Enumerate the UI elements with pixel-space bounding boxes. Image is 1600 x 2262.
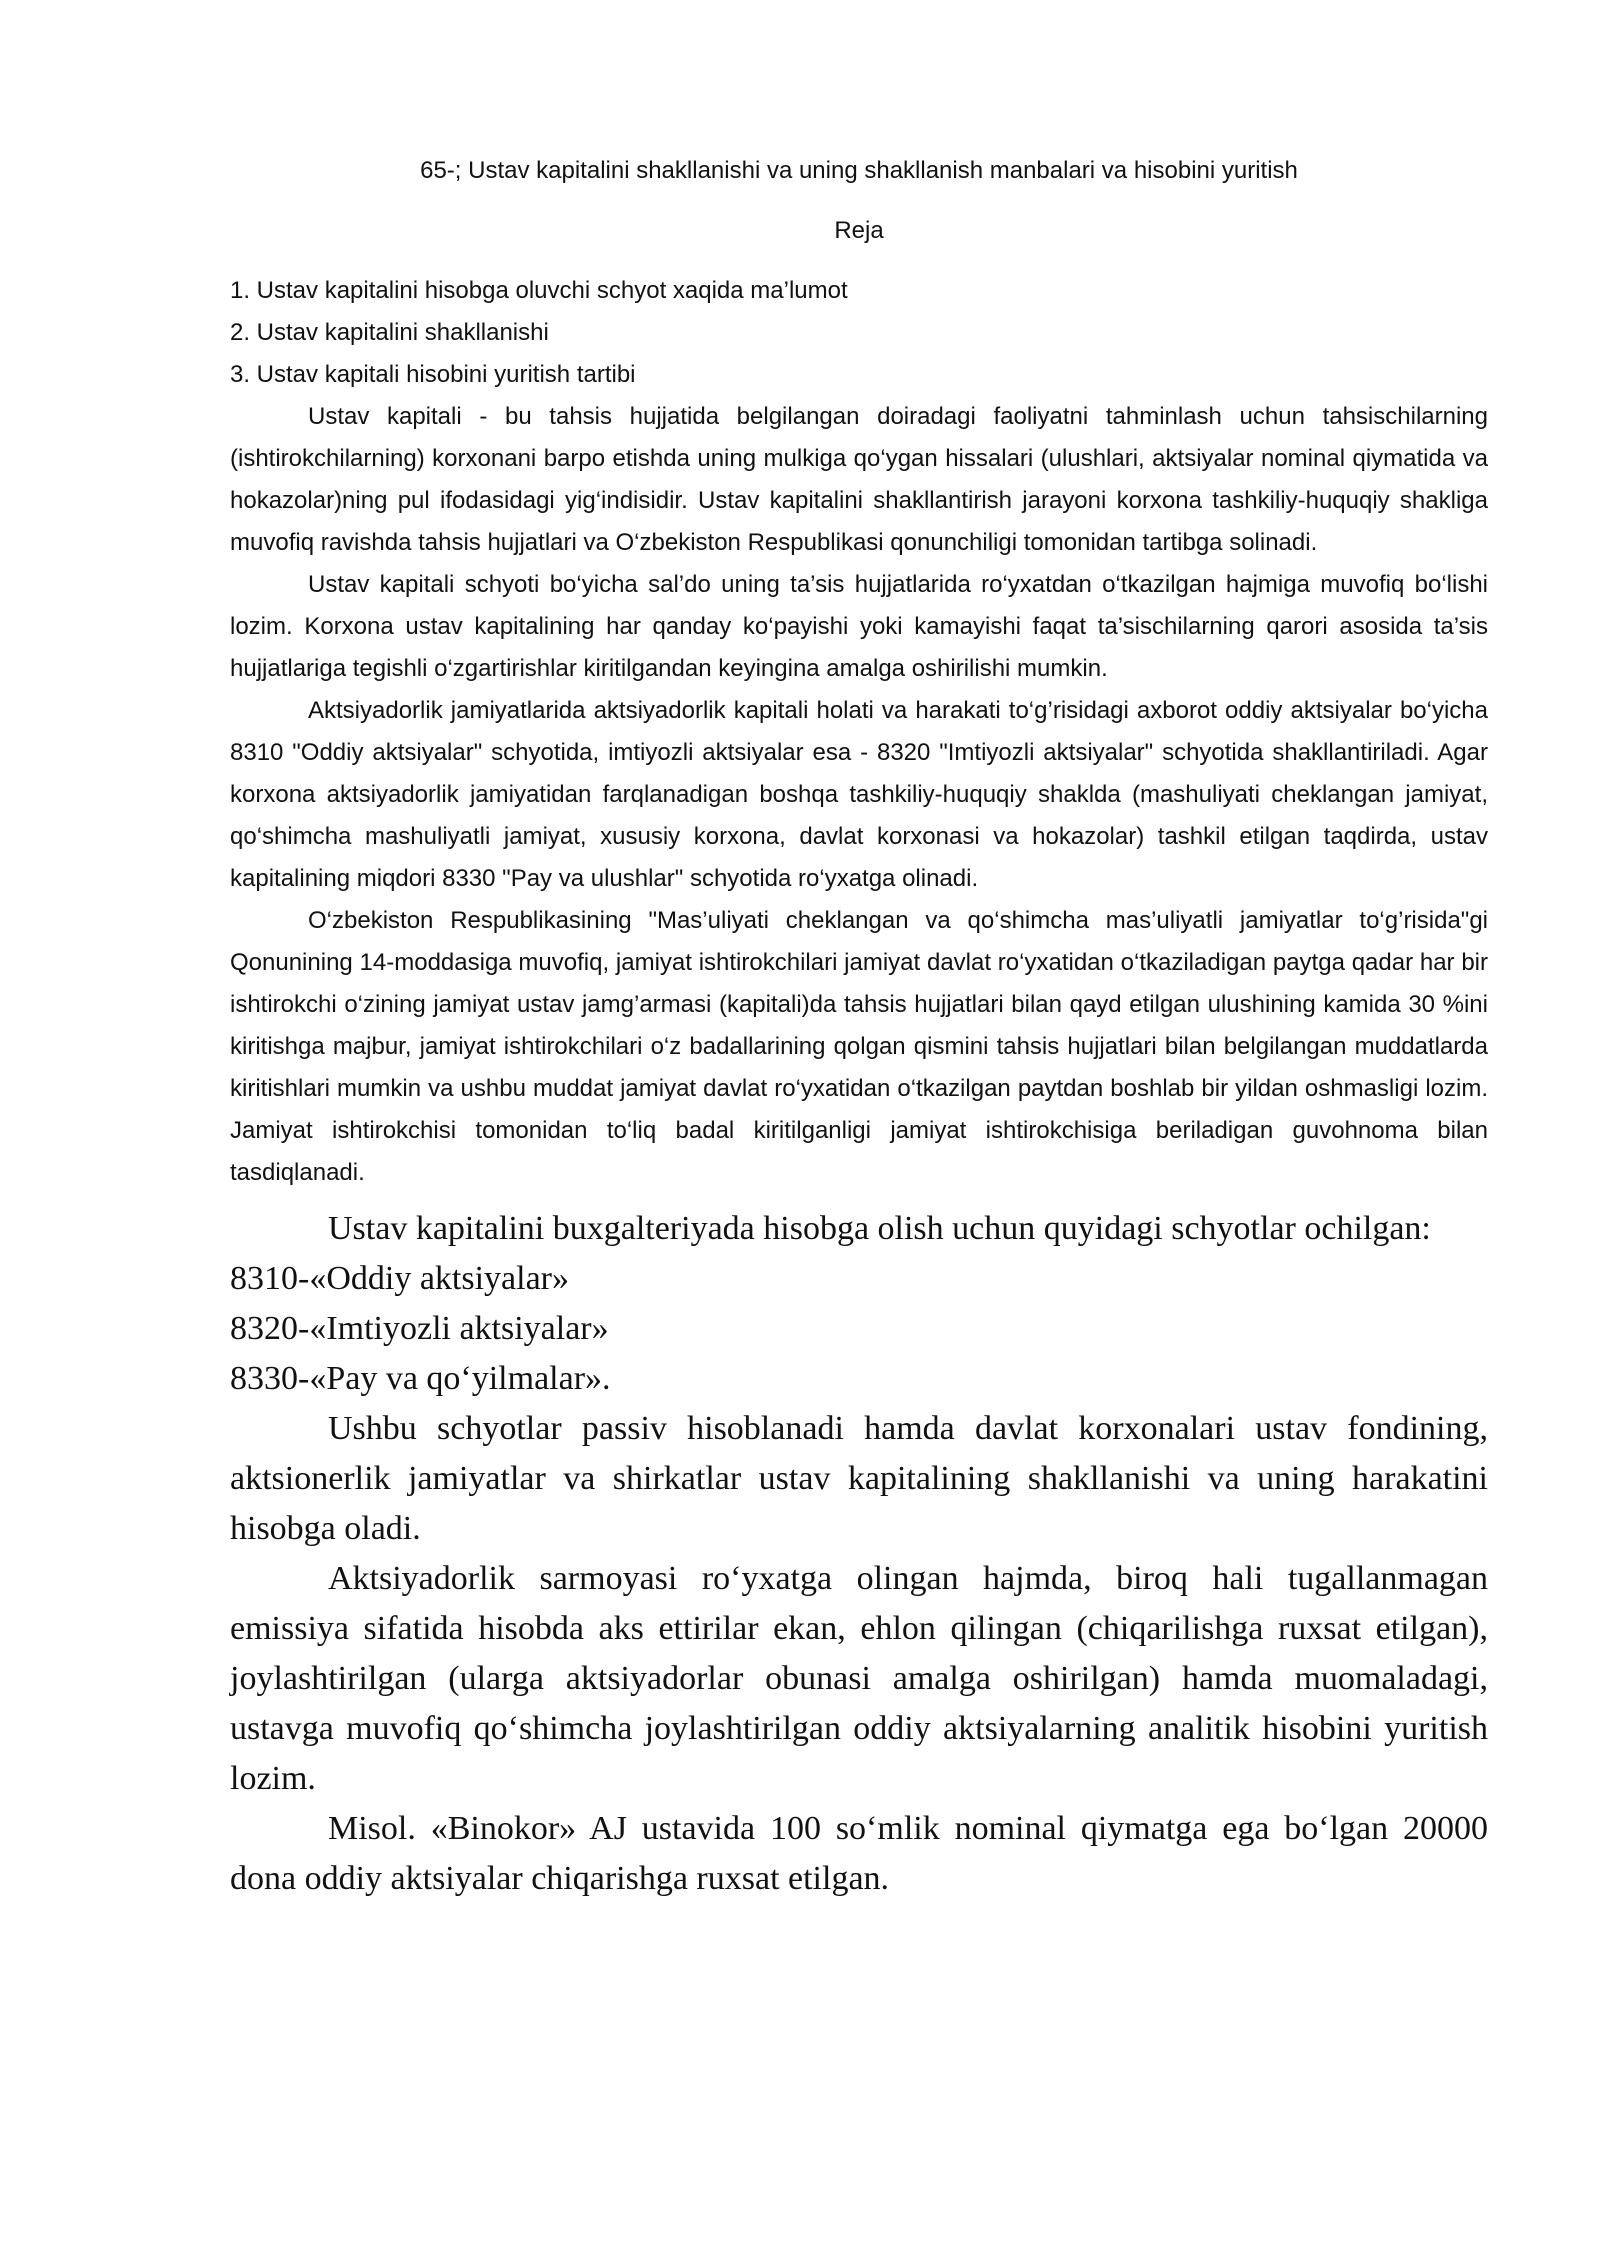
account-item: 8320-«Imtiyozli aktsiyalar»	[230, 1310, 609, 1347]
paragraph-misol: Misol. «Binokor» AJ ustavida 100 so‘mlik nominal qiymatga ega bo‘lgan 20000 dona oddiy aktsiyalar chiqarishga ruxsat etilgan.	[230, 1810, 1488, 1897]
accounts-intro: Ustav kapitalini buxgalteriyada hisobga olish uchun quyidagi schyotlar ochilgan:	[328, 1210, 1431, 1247]
paragraph-ustav-kapitali-definition: Ustav kapitali - bu tahsis hujjatida belgilangan doiradagi faoliyatni tahminlash uchun tahsischilarning (ishtirokchilarning) korxonani barpo etishda uning mulkiga qo‘ygan hissalari (ulushlari, aktsiyalar nominal qiymatida va hokazolar)ning pul ifodasidagi yig‘indisidir. Ustav kapitalini shakllantirish jarayoni korxona tashkiliy-huquqiy shakliga muvofiq ravishda tahsis hujjatlari va O‘zbekiston Respublikasi qonunchiligi tomonidan tartibga solinadi.	[230, 403, 1488, 556]
plan-list	[230, 270, 1488, 396]
paragraph-aktsiyadorlik: Aktsiyadorlik jamiyatlarida aktsiyadorlik kapitali holati va harakati to‘g’risidagi axborot oddiy aktsiyalar bo‘yicha 8310 "Oddiy aktsiyalar" schyotida, imtiyozli aktsiyalar esa - 8320 "Imtiyozli aktsiyalar" schyotida shakllantiriladi. Agar korxona aktsiyadorlik jamiyatidan farqlanadigan boshqa tashkiliy-huquqiy shaklda (mashuliyati cheklangan jamiyat, qo‘shimcha mashuliyatli jamiyat, xususiy korxona, davlat korxonasi va hokazolar) tashkil etilgan taqdirda, ustav kapitalining miqdori 8330 "Pay va ulushlar" schyotida ro‘yxatga olinadi.	[230, 697, 1488, 892]
plan-item: 2. Ustav kapitalini shakllanishi	[230, 319, 549, 346]
document-page	[230, 150, 1488, 1904]
account-item: 8310-«Oddiy aktsiyalar»	[230, 1260, 569, 1297]
serif-section	[230, 1204, 1488, 1904]
plan-item: 1. Ustav kapitalini hisobga oluvchi schyot xaqida ma’lumot	[230, 277, 848, 304]
document-title: 65-; Ustav kapitalini shakllanishi va uning shakllanish manbalari va hisobini yuritish	[420, 157, 1298, 184]
account-item: 8330-«Pay va qo‘yilmalar».	[230, 1360, 611, 1397]
paragraph-sarmoya: Aktsiyadorlik sarmoyasi ro‘yxatga olingan hajmda, biroq hali tugallanmagan emissiya sifatida hisobda aks ettirilar ekan, ehlon qilingan (chiqarilishga ruxsat etilgan), joylashtirilgan (ularga aktsiyadorlar obunasi amalga oshirilgan) hamda muomaladagi, ustavga muvofiq qo‘shimcha joylashtirilgan oddiy aktsiyalarning analitik hisobini yuritish lozim.	[230, 1560, 1488, 1797]
plan-item: 3. Ustav kapitali hisobini yuritish tartibi	[230, 361, 636, 388]
paragraph-saldo: Ustav kapitali schyoti bo‘yicha sal’do uning ta’sis hujjatlarida ro‘yxatdan o‘tkazilgan hajmiga muvofiq bo‘lishi lozim. Korxona ustav kapitalining har qanday ko‘payishi yoki kamayishi faqat ta’sischilarning qarori asosida ta’sis hujjatlariga tegishli o‘zgartirishlar kiritilgandan keyingina amalga oshirilishi mumkin.	[230, 571, 1488, 682]
plan-heading: Reja	[834, 217, 884, 244]
paragraph-passiv: Ushbu schyotlar passiv hisoblanadi hamda davlat korxonalari ustav fondining, aktsionerlik jamiyatlar va shirkatlar ustav kapitalining shakllanishi va uning harakatini hisobga oladi.	[230, 1410, 1488, 1547]
paragraph-qonun: O‘zbekiston Respublikasining "Mas’uliyati cheklangan va qo‘shimcha mas’uliyatli jamiyatlar to‘g’risida"gi Qonunining 14-moddasiga muvofiq, jamiyat ishtirokchilari jamiyat davlat ro‘yxatidan o‘tkaziladigan paytga qadar har bir ishtirokchi o‘zining jamiyat ustav jamg’armasi (kapitali)da tahsis hujjatlari bilan qayd etilgan ulushining kamida 30 %ini kiritishga majbur, jamiyat ishtirokchilari o‘z badallarining qolgan qismini tahsis hujjatlari bilan belgilangan muddatlarda kiritishlari mumkin va ushbu muddat jamiyat davlat ro‘yxatidan o‘tkazilgan paytdan boshlab bir yildan oshmasligi lozim. Jamiyat ishtirokchisi tomonidan to‘liq badal kiritilganligi jamiyat ishtirokchisiga beriladigan guvohnoma bilan tasdiqlanadi.	[230, 907, 1488, 1186]
